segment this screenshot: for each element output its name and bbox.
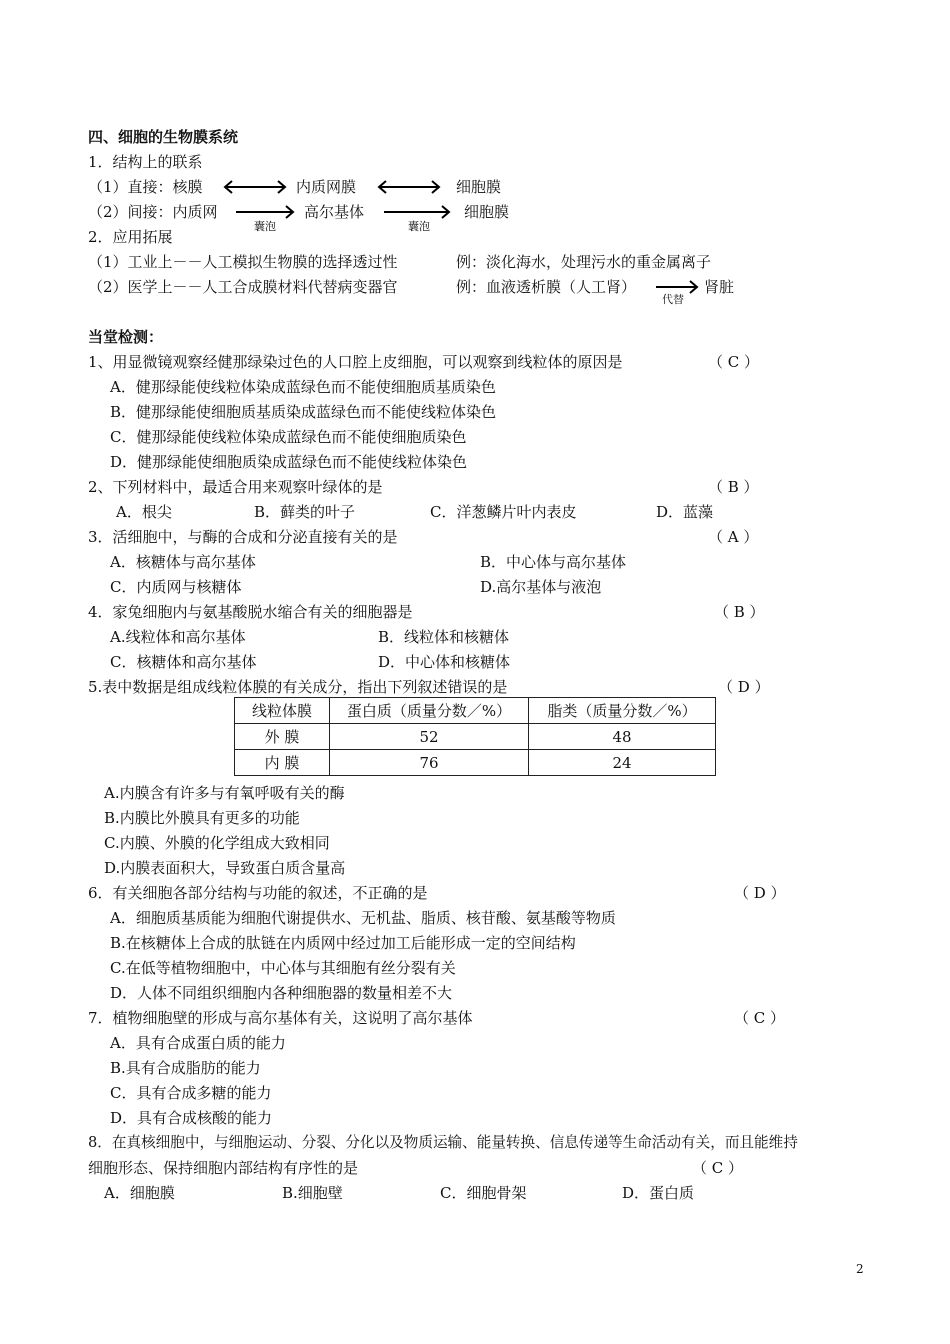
question-5-stem: 5.表中数据是组成线粒体膜的有关成分，指出下列叙述错误的是 <box>88 678 508 696</box>
table-row <box>235 750 716 776</box>
option: D．具有合成核酸的能力 <box>110 1109 273 1127</box>
question-1-answer: （ C ） <box>708 353 760 371</box>
option: C．洋葱鳞片叶内表皮 <box>430 503 577 521</box>
application-2: （2）医学上－－人工合成膜材料代替病变器官 <box>88 278 398 296</box>
option: B.细胞壁 <box>282 1184 343 1202</box>
right-arrow-icon <box>382 205 452 219</box>
question-6-answer: （ D ） <box>734 884 786 902</box>
option: A．细胞质基质能为细胞代谢提供水、无机盐、脂质、核苷酸、氨基酸等物质 <box>110 909 616 927</box>
application-1: （1）工业上－－人工模拟生物膜的选择透过性 <box>88 253 398 271</box>
question-8-stem-continued: 细胞形态、保持细胞内部结构有序性的是 <box>88 1159 359 1177</box>
option: B.在核糖体上合成的肽链在内质网中经过加工后能形成一定的空间结构 <box>110 934 576 952</box>
table-header-cell: 线粒体膜 <box>235 698 330 724</box>
table-row <box>235 724 716 750</box>
kidney-label: 肾脏 <box>704 278 735 296</box>
direct-cell-membrane: 细胞膜 <box>456 178 502 196</box>
table-cell: 52 <box>330 724 529 750</box>
question-6-stem: 6．有关细胞各部分结构与功能的叙述，不正确的是 <box>88 884 428 902</box>
subsection-title: 1．结构上的联系 <box>88 153 203 171</box>
option: B.具有合成脂肪的能力 <box>110 1059 261 1077</box>
question-7-answer: （ C ） <box>734 1009 786 1027</box>
double-arrow-icon <box>376 180 442 194</box>
question-4-stem: 4．家兔细胞内与氨基酸脱水缩合有关的细胞器是 <box>88 603 413 621</box>
membrane-composition-table <box>234 697 716 776</box>
question-7-stem: 7．植物细胞壁的形成与高尔基体有关，这说明了高尔基体 <box>88 1009 473 1027</box>
indirect-label: （2）间接：内质网 <box>88 203 218 221</box>
option: A.线粒体和高尔基体 <box>110 628 246 646</box>
option: A．核糖体与高尔基体 <box>110 553 256 571</box>
page-number: 2 <box>856 1262 864 1276</box>
option: C.内膜、外膜的化学组成大致相同 <box>104 834 330 852</box>
option: C．细胞骨架 <box>440 1184 527 1202</box>
section-title: 四、细胞的生物膜系统 <box>88 128 239 146</box>
option: A.内膜含有许多与有氧呼吸有关的酶 <box>104 784 345 802</box>
option: A．细胞膜 <box>104 1184 175 1202</box>
right-arrow-icon <box>234 205 296 219</box>
option: B．线粒体和核糖体 <box>378 628 510 646</box>
option: D．健那绿能使细胞质染成蓝绿色而不能使线粒体染色 <box>110 453 468 471</box>
option: D.高尔基体与液泡 <box>480 578 602 596</box>
table-cell: 24 <box>529 750 716 776</box>
table-header-cell: 脂类（质量分数／%） <box>529 698 716 724</box>
option: A．根尖 <box>116 503 172 521</box>
option: C．核糖体和高尔基体 <box>110 653 257 671</box>
table-cell: 内 膜 <box>235 750 330 776</box>
question-2-answer: （ B ） <box>708 478 759 496</box>
table-header-cell: 蛋白质（质量分数／%） <box>330 698 529 724</box>
subsection-title: 2．应用拓展 <box>88 228 173 246</box>
question-2-stem: 2、下列材料中，最适合用来观察叶绿体的是 <box>88 478 383 496</box>
right-arrow-icon <box>654 280 700 294</box>
option: A．健那绿能使线粒体染成蓝绿色而不能使细胞质基质染色 <box>110 378 496 396</box>
indirect-cell-membrane: 细胞膜 <box>464 203 510 221</box>
question-3-stem: 3．活细胞中，与酶的合成和分泌直接有关的是 <box>88 528 398 546</box>
option: B．中心体与高尔基体 <box>480 553 627 571</box>
table-cell: 48 <box>529 724 716 750</box>
direct-label: （1）直接：核膜 <box>88 178 203 196</box>
vesicle-label: 囊泡 <box>254 220 276 233</box>
option: C．内质网与核糖体 <box>110 578 242 596</box>
table-header-row <box>235 698 716 724</box>
option: D．中心体和核糖体 <box>378 653 511 671</box>
option: A．具有合成蛋白质的能力 <box>110 1034 286 1052</box>
option: D．人体不同组织细胞内各种细胞器的数量相差不大 <box>110 984 453 1002</box>
application-2-example: 例：血液透析膜（人工肾） <box>456 278 637 296</box>
question-8-answer: （ C ） <box>692 1159 744 1177</box>
option: C.在低等植物细胞中，中心体与其细胞有丝分裂有关 <box>110 959 456 977</box>
table-cell: 外 膜 <box>235 724 330 750</box>
option: C．健那绿能使线粒体染成蓝绿色而不能使细胞质染色 <box>110 428 467 446</box>
replace-label: 代替 <box>662 293 684 306</box>
application-1-example: 例：淡化海水，处理污水的重金属离子 <box>456 253 712 271</box>
option: D．蛋白质 <box>622 1184 695 1202</box>
option: B.内膜比外膜具有更多的功能 <box>104 809 300 827</box>
question-5-answer: （ D ） <box>718 678 770 696</box>
double-arrow-icon <box>222 180 288 194</box>
question-8-stem: 8．在真核细胞中，与细胞运动、分裂、分化以及物质运输、能量转换、信息传递等生命活动有关，而且能维持 <box>88 1134 798 1151</box>
vesicle-label: 囊泡 <box>408 220 430 233</box>
indirect-golgi: 高尔基体 <box>304 203 365 221</box>
option: B．健那绿能使细胞质基质染成蓝绿色而不能使线粒体染色 <box>110 403 497 421</box>
direct-er-membrane: 内质网膜 <box>296 178 357 196</box>
table-cell: 76 <box>330 750 529 776</box>
question-4-answer: （ B ） <box>714 603 765 621</box>
option: D.内膜表面积大，导致蛋白质含量高 <box>104 859 346 877</box>
quiz-title: 当堂检测： <box>88 328 164 346</box>
option: C．具有合成多糖的能力 <box>110 1084 272 1102</box>
question-3-answer: （ A ） <box>708 528 759 546</box>
option: D．蓝藻 <box>656 503 714 521</box>
question-1-stem: 1、用显微镜观察经健那绿染过色的人口腔上皮细胞，可以观察到线粒体的原因是 <box>88 353 623 371</box>
option: B．藓类的叶子 <box>254 503 356 521</box>
